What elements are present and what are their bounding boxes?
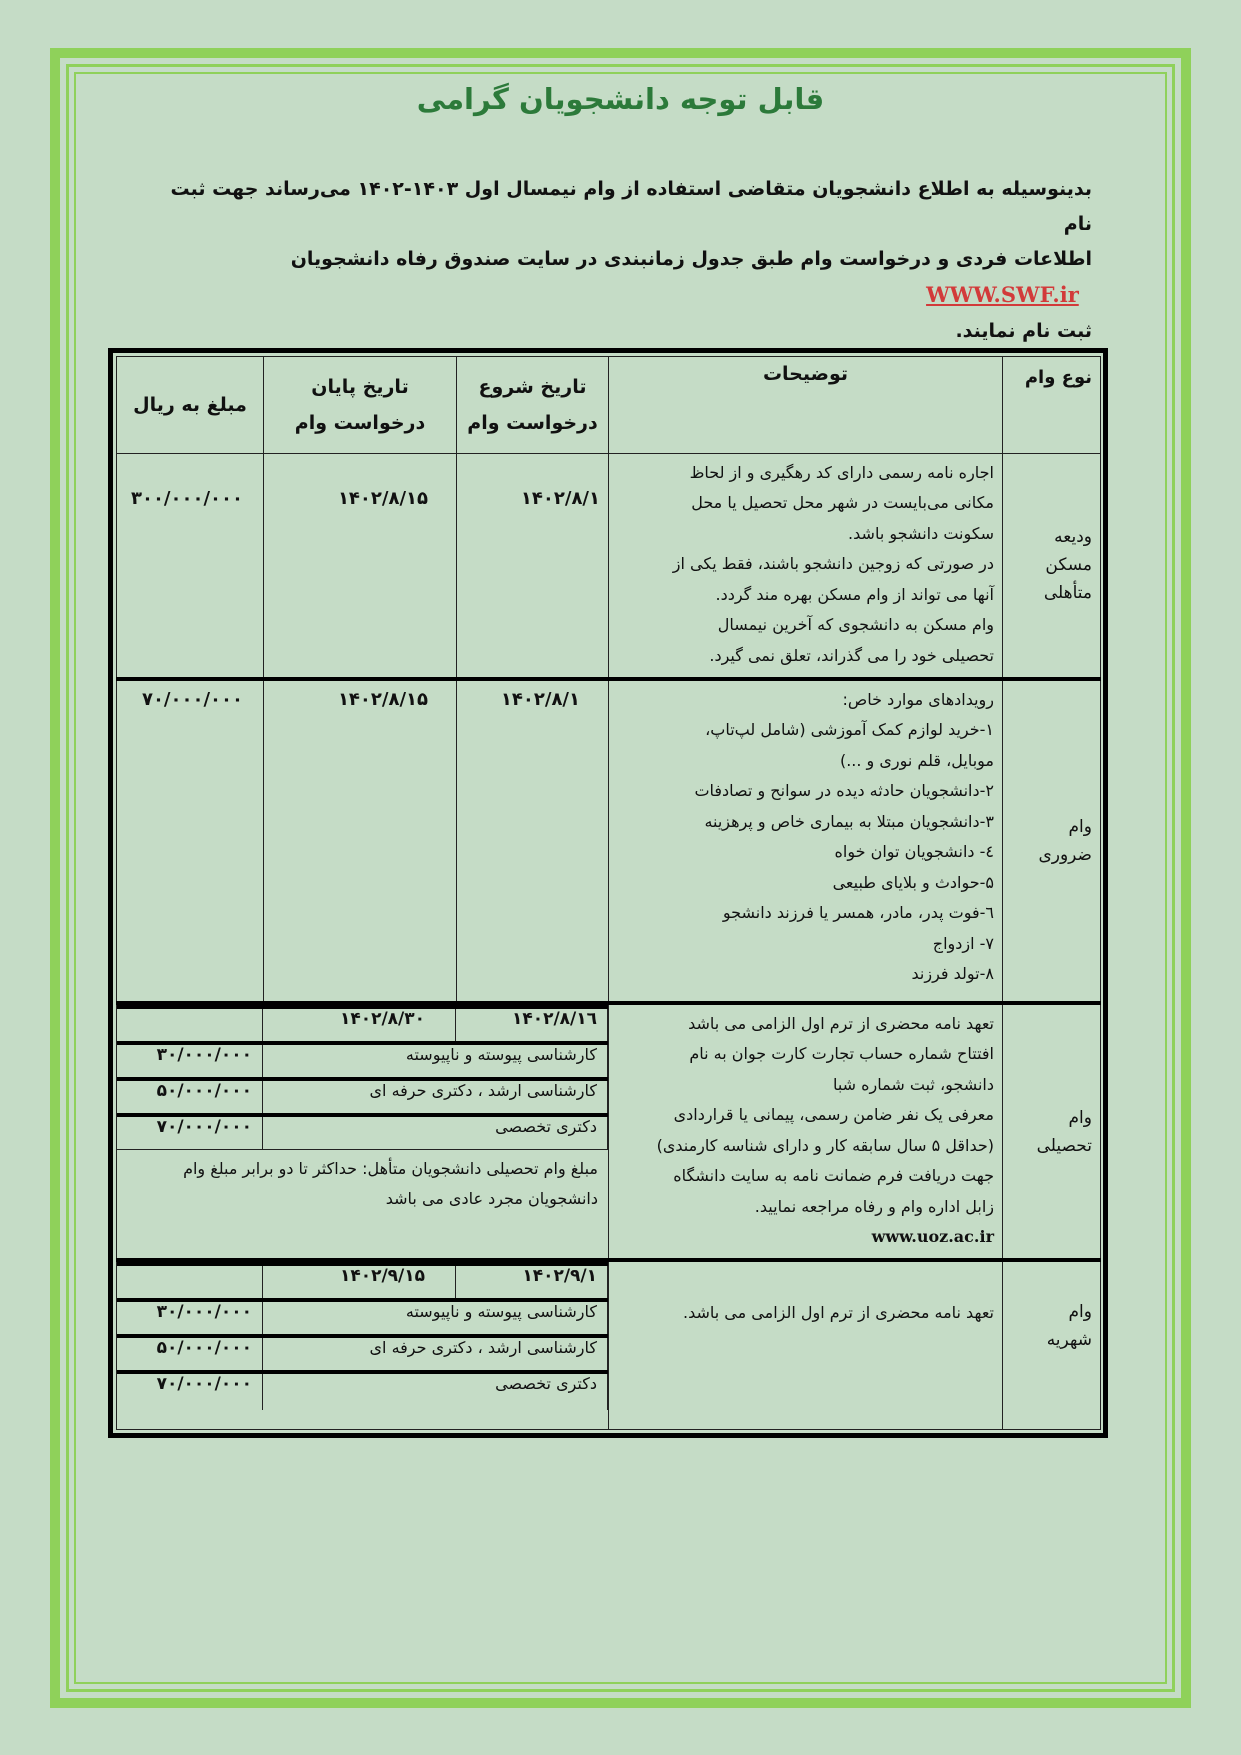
tuition-degree: کارشناسی پیوسته و ناپیوسته [263,1300,608,1336]
education-amount: ۷۰/۰۰۰/۰۰۰ [116,1115,263,1150]
header-start-date [457,357,609,454]
intro-line-2 [160,242,1092,314]
tuition-amount: ۷۰/۰۰۰/۰۰۰ [116,1372,263,1410]
education-note-line2: دانشجویان مجرد عادی می باشد [385,1188,598,1208]
table-row-housing [117,453,1101,678]
header-amount: مبلغ به ریال [117,357,264,454]
tuition-degree-row [116,1300,608,1336]
education-dates-row [116,1007,608,1043]
housing-type-line2: مسکن [1045,555,1092,576]
education-desc-line: زابل اداره وام و رفاه مراجعه نمایید. [754,1196,994,1216]
tuition-type-line2: شهریه [1046,1330,1092,1351]
tuition-type [1003,1260,1101,1429]
education-amount: ۳۰/۰۰۰/۰۰۰ [116,1043,263,1079]
intro-line-2-text: اطلاعات فردی و درخواست وام طبق جدول زمانبندی در سایت صندوق رفاه دانشجویان [290,248,1092,270]
loan-schedule-table [116,356,1101,1430]
tuition-dates-row [116,1264,608,1300]
header-description: توضیحات [609,357,1003,454]
intro-line-1: بدینوسیله به اطلاع دانشجویان متقاضی استفاده از وام نیمسال اول ۱۴۰۳-۱۴۰۲ می‌رساند جهت ثبت نام [170,178,1092,235]
education-type-line1: وام [1068,1107,1092,1128]
education-end-date: ۱۴۰۲/۸/۳۰ [263,1007,456,1043]
education-degree: کارشناسی ارشد ، دکتری حرفه ای [263,1079,608,1115]
emergency-description [609,679,1003,1003]
header-end-line1: تاریخ پایان [311,375,409,398]
tuition-schedule [117,1260,609,1429]
intro-paragraph [160,172,1092,349]
header-end-date [264,357,457,454]
tuition-amount: ۳۰/۰۰۰/۰۰۰ [116,1300,263,1336]
housing-start-date: ۱۴۰۲/۸/۱ [457,453,609,678]
table-row-tuition [117,1260,1101,1429]
header-start-line2: درخواست وام [467,411,598,434]
education-type [1003,1003,1101,1261]
education-amount: ۵۰/۰۰۰/۰۰۰ [116,1079,263,1115]
housing-desc-line: اجاره نامه رسمی دارای کد رهگیری و از لحاظ [689,462,994,482]
housing-desc-line: وام مسکن به دانشجوی که آخرین نیمسال [717,615,994,635]
housing-desc-line: تحصیلی خود را می گذراند، تعلق نمی گیرد. [709,645,994,665]
emergency-desc-line: ۷- ازدواج [932,933,994,953]
emergency-desc-line: ۳-دانشجویان مبتلا به بیماری خاص و پرهزینه [704,811,994,831]
emergency-desc-line: ٦-فوت پدر، مادر، همسر یا فرزند دانشجو [722,903,994,923]
tuition-desc-line: تعهد نامه محضری از ترم اول الزامی می باشد. [682,1303,994,1323]
education-schedule [117,1003,609,1261]
education-desc-link[interactable]: www.uoz.ac.ir [871,1227,994,1247]
swf-link[interactable]: WWW.SWF.ir [926,282,1079,307]
housing-type-line3: متأهلی [1043,583,1092,604]
tuition-type-line1: وام [1068,1302,1092,1323]
housing-desc-line: سکونت دانشجو باشد. [848,523,994,543]
emergency-desc-line: موبایل، قلم نوری و ...) [839,750,994,770]
emergency-start-date: ۱۴۰۲/۸/۱ [457,679,609,1003]
page-title: قابل توجه دانشجویان گرامی [416,82,825,116]
education-desc-line: دانشجو، ثبت شماره شبا [832,1074,994,1094]
header-start-line1: تاریخ شروع [478,375,587,398]
emergency-amount: ۷۰/۰۰۰/۰۰۰ [117,679,264,1003]
education-description [609,1003,1003,1261]
education-desc-line: معرفی یک نفر ضامن رسمی، پیمانی یا قراردادی [673,1105,994,1125]
emergency-desc-line: ۸-تولد فرزند [911,964,994,984]
tuition-description [609,1260,1003,1429]
education-degree-row [116,1079,608,1115]
education-degree: کارشناسی پیوسته و ناپیوسته [263,1043,608,1079]
housing-end-date: ۱۴۰۲/۸/۱۵ [264,453,457,678]
table-header-row [117,357,1101,454]
emergency-desc-line: ٤- دانشجویان توان خواه [834,842,994,862]
housing-type [1003,453,1101,678]
emergency-type-line1: وام [1068,816,1092,837]
education-degree-row [116,1115,608,1150]
education-type-line2: تحصیلی [1036,1135,1092,1156]
emergency-desc-line: ۵-حوادث و بلایای طبیعی [832,872,994,892]
tuition-amount-table [116,1262,609,1410]
emergency-desc-line: ۲-دانشجویان حادثه دیده در سوانح و تصادفات [694,781,994,801]
tuition-amount: ۵۰/۰۰۰/۰۰۰ [116,1336,263,1372]
education-amount-table [116,1005,609,1150]
table-row-education [117,1003,1101,1261]
housing-desc-line: مکانی می‌بایست در شهر محل تحصیل یا محل [691,493,994,513]
education-amount-empty [116,1007,263,1043]
education-married-note [117,1150,608,1218]
emergency-desc-line: رویدادهای موارد خاص: [842,689,994,709]
header-end-line2: درخواست وام [294,411,426,434]
tuition-degree: دکتری تخصصی [263,1372,608,1410]
emergency-type [1003,679,1101,1003]
table-row-emergency [117,679,1101,1003]
education-degree-row [116,1043,608,1079]
housing-desc-line: در صورتی که زوجین دانشجو باشند، فقط یکی از [672,554,994,574]
housing-type-line1: ودیعه [1054,527,1092,548]
emergency-end-date: ۱۴۰۲/۸/۱۵ [264,679,457,1003]
education-desc-line: تعهد نامه محضری از ترم اول الزامی می باشد [688,1013,994,1033]
tuition-degree-row [116,1372,608,1410]
housing-description [609,453,1003,678]
header-loan-type: نوع وام [1003,357,1101,454]
education-desc-line: افتتاح شماره حساب تجارت کارت جوان به نام [689,1044,994,1064]
education-desc-line: (حداقل ۵ سال سابقه کار و دارای شناسه کارمندی) [656,1135,994,1155]
intro-line-3: ثبت نام نمایند. [955,320,1092,342]
emergency-type-line2: ضروری [1038,844,1092,865]
housing-desc-line: آنها می تواند از وام مسکن بهره مند گردد. [715,584,994,604]
tuition-degree-row [116,1336,608,1372]
education-start-date: ۱۴۰۲/۸/۱٦ [456,1007,608,1043]
education-degree: دکتری تخصصی [263,1115,608,1150]
housing-amount: ۳۰۰/۰۰۰/۰۰۰ [117,453,264,678]
education-desc-line: جهت دریافت فرم ضمانت نامه به سایت دانشگاه [673,1166,994,1186]
education-note-line1: مبلغ وام تحصیلی دانشجویان متأهل: حداکثر تا دو برابر مبلغ وام [183,1158,598,1178]
tuition-amount-empty [116,1264,263,1300]
tuition-degree: کارشناسی ارشد ، دکتری حرفه ای [263,1336,608,1372]
tuition-start-date: ۱۴۰۲/۹/۱ [456,1264,608,1300]
tuition-end-date: ۱۴۰۲/۹/۱۵ [263,1264,456,1300]
emergency-desc-line: ۱-خرید لوازم کمک آموزشی (شامل لپ‌تاپ، [705,720,994,740]
